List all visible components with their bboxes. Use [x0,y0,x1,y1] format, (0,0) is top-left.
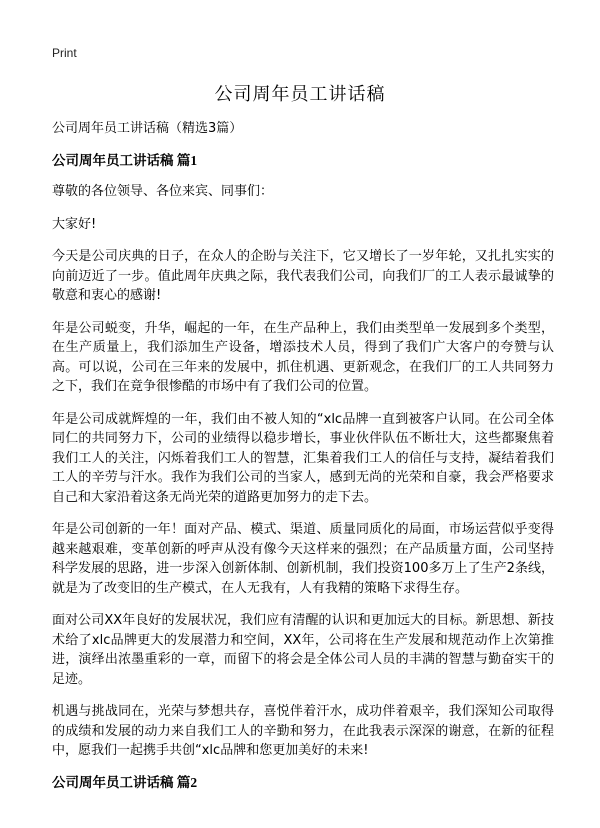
paragraph-outlook: 面对公司XX年良好的发展状况，我们应有清醒的认识和更加远大的目标。新思想、新技术给了xlc品牌更大的发展潜力和空间，XX年，公司将在生产发展和规范动作上次第推进，演绎出浓墨重彩的一章，而留下的将会是全体公司人员的丰满的智慧与勤奋实干的足迹。 [52,613,554,687]
print-label[interactable]: Print [52,46,77,60]
document-subtitle: 公司周年员工讲话稿（精选3篇） [52,121,243,136]
section-heading-1: 公司周年员工讲话稿 篇1 [52,153,198,168]
paragraph-anniversary: 今天是公司庆典的日子，在众人的企盼与关注下，它又增长了一岁年轮，又扎扎实实的向前迈近了一步。值此周年庆典之际，我代表我们公司，向我们厂的工人表示最诚挚的敬意和衷心的感谢! [52,249,554,303]
paragraph-salutation: 尊敬的各位领导、各位来宾、同事们： [52,184,274,199]
paragraph-achievement: 年是公司成就辉煌的一年，我们由不被人知的“xlc品牌一直到被客户认同。在公司全体同仁的共同努力下，公司的业绩得以稳步增长，事业伙伴队伍不断壮大，这些都聚焦着我们工人的关注，闪烁着我们工人的智慧，汇集着我们工人的信任与支持，凝结着我们工人的辛劳与汗水。我作为我们公司的当家人，感到无尚的光荣和自豪，我会严格要求自己和大家沿着这条无尚光荣的道路更加努力的走下去。 [52,411,554,505]
paragraph-innovation: 年是公司创新的一年！面对产品、模式、渠道、质量同质化的局面，市场运营似乎变得越来越艰难，变革创新的呼声从没有像今天这样来的强烈；在产品质量方面，公司坚持科学发展的思路，进一步深入创新体制、创新机制，我们投资100多万上了生产2条线，就是为了改变旧的生产模式，在人无我有，人有我精的策略下求得生存。 [52,522,554,596]
paragraph-transformation: 年是公司蜕变，升华，崛起的一年，在生产品种上，我们由类型单一发展到多个类型，在生产质量上，我们添加生产设备，增添技术人员，得到了我们广大客户的夸赞与认高。可以说，公司在三年来的发展中，抓住机遇、更新观念，在我们厂的工人共同努力之下，我们在竟争很惨酷的市场中有了我们公司的位置。 [52,320,554,394]
document-title: 公司周年员工讲话稿 [214,84,386,105]
paragraph-greeting: 大家好! [52,216,97,232]
document-body [52,120,554,804]
paragraph-closing: 机遇与挑战同在，光荣与梦想共存，喜悦伴着汗水，成功伴着艰辛，我们深知公司取得的成绩和发展的动力来自我们工人的辛勤和努力，在此我表示深深的谢意，在新的征程中，愿我们一起携手共创“xlc品牌和您更加美好的未来! [52,704,554,758]
section-heading-2: 公司周年员工讲话稿 篇2 [52,774,198,790]
